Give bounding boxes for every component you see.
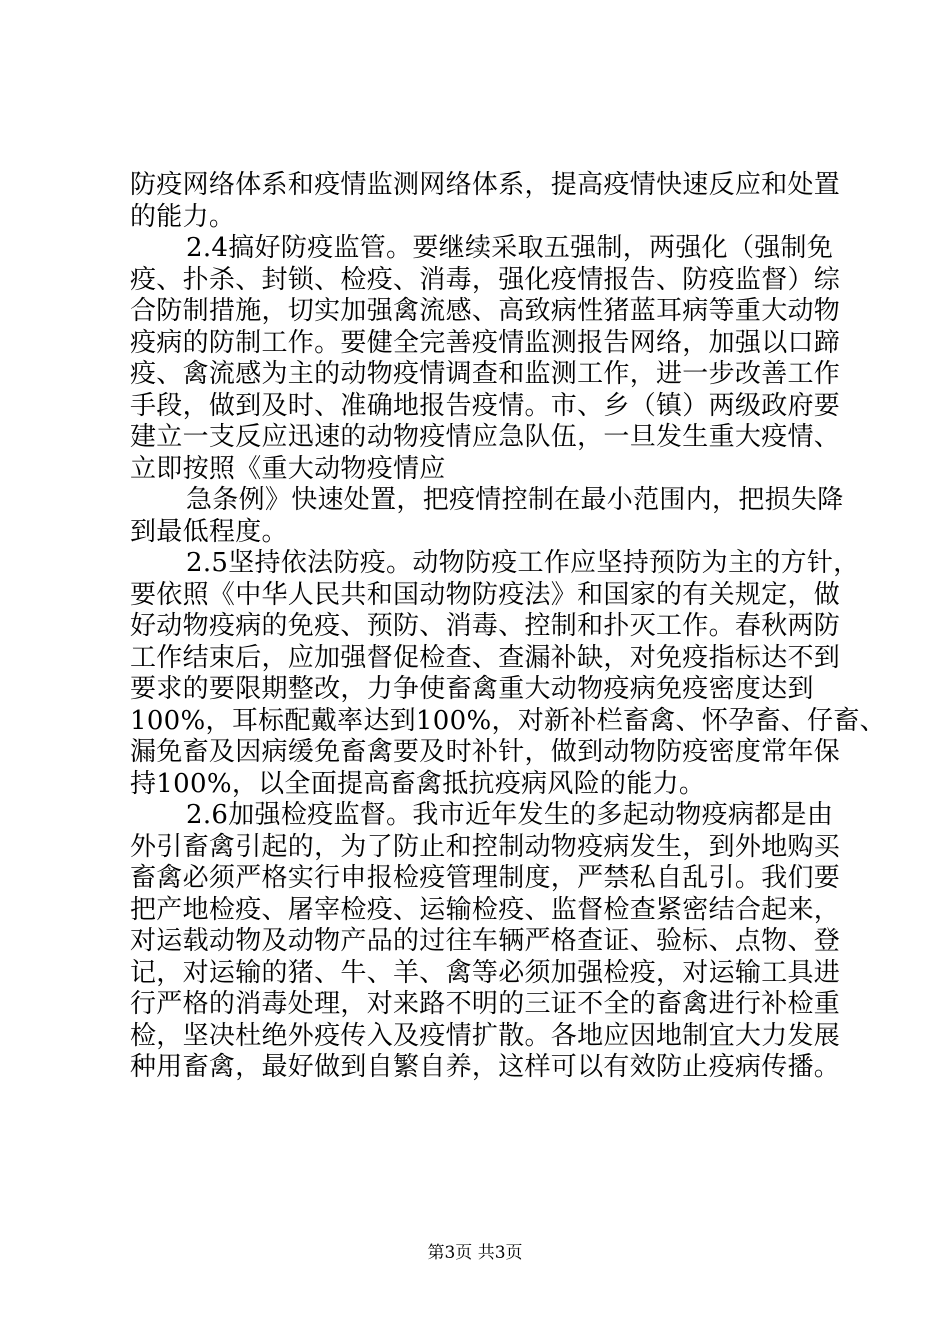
text-line: 的能力。 <box>130 201 236 232</box>
text-line: 100%，耳标配戴率达到100%，对新补栏畜禽、怀孕畜、仔畜、 <box>130 705 886 736</box>
text-line: 外引畜禽引起的，为了防止和控制动物疫病发生，到外地购买 <box>130 831 841 862</box>
text-line: 工作结束后，应加强督促检查、查漏补缺，对免疫指标达不到 <box>130 642 841 673</box>
section-heading-line: 2.5坚持依法防疫。动物防疫工作应坚持预防为主的方针， <box>186 548 860 578</box>
page-number-label: 第3页 共3页 <box>427 1243 523 1263</box>
text-line: 漏免畜及因病缓免畜禽要及时补针，做到动物防疫密度常年保 <box>130 737 841 767</box>
text-line: 把产地检疫、屠宰检疫、运输检疫、监督检查紧密结合起来， <box>130 894 841 925</box>
text-line: 疫、扑杀、封锁、检疫、消毒，强化疫情报告、防疫监督）综 <box>130 264 841 295</box>
text-line: 好动物疫病的免疫、预防、消毒、控制和扑灭工作。春秋两防 <box>130 611 841 641</box>
text-line: 疫、禽流感为主的动物疫情调查和监测工作，进一步改善工作 <box>130 359 841 389</box>
text-line: 防疫网络体系和疫情监测网络体系，提高疫情快速反应和处置 <box>130 170 841 200</box>
page-footer <box>0 1242 950 1264</box>
text-line: 要求的要限期整改，力争使畜禽重大动物疫病免疫密度达到 <box>130 674 814 704</box>
text-line: 记，对运输的猪、牛、羊、禽等必须加强检疫，对运输工具进 <box>130 957 841 988</box>
text-line: 建立一支反应迅速的动物疫情应急队伍，一旦发生重大疫情、 <box>130 422 841 452</box>
text-line: 合防制措施，切实加强禽流感、高致病性猪蓝耳病等重大动物 <box>130 296 841 326</box>
text-line: 检，坚决杜绝外疫传入及疫情扩散。各地应因地制宜大力发展 <box>130 1020 841 1051</box>
text-line: 急条例》快速处置，把疫情控制在最小范围内，把损失降 <box>186 485 844 515</box>
text-line: 手段，做到及时、准确地报告疫情。市、乡（镇）两级政府要 <box>130 390 841 421</box>
text-line: 行严格的消毒处理，对来路不明的三证不全的畜禽进行补检重 <box>130 989 841 1019</box>
section-heading-line: 2.4搞好防疫监管。要继续采取五强制，两强化（强制免 <box>186 233 834 263</box>
text-line: 立即按照《重大动物疫情应 <box>130 453 446 484</box>
text-line: 要依照《中华人民共和国动物防疫法》和国家的有关规定，做 <box>130 579 841 610</box>
text-line: 对运载动物及动物产品的过往车辆严格查证、验标、点物、登 <box>130 926 841 956</box>
text-line: 畜禽必须严格实行申报检疫管理制度，严禁私自乱引。我们要 <box>130 863 841 893</box>
text-line: 到最低程度。 <box>130 516 288 547</box>
section-heading-line: 2.6加强检疫监督。我市近年发生的多起动物疫病都是由 <box>186 800 834 830</box>
text-line: 种用畜禽，最好做到自繁自养，这样可以有效防止疫病传播。 <box>130 1052 841 1082</box>
document-body <box>130 170 886 1084</box>
text-line: 疫病的防制工作。要健全完善疫情监测报告网络，加强以口蹄 <box>130 327 841 358</box>
text-line: 持100%，以全面提高畜禽抵抗疫病风险的能力。 <box>130 768 706 799</box>
